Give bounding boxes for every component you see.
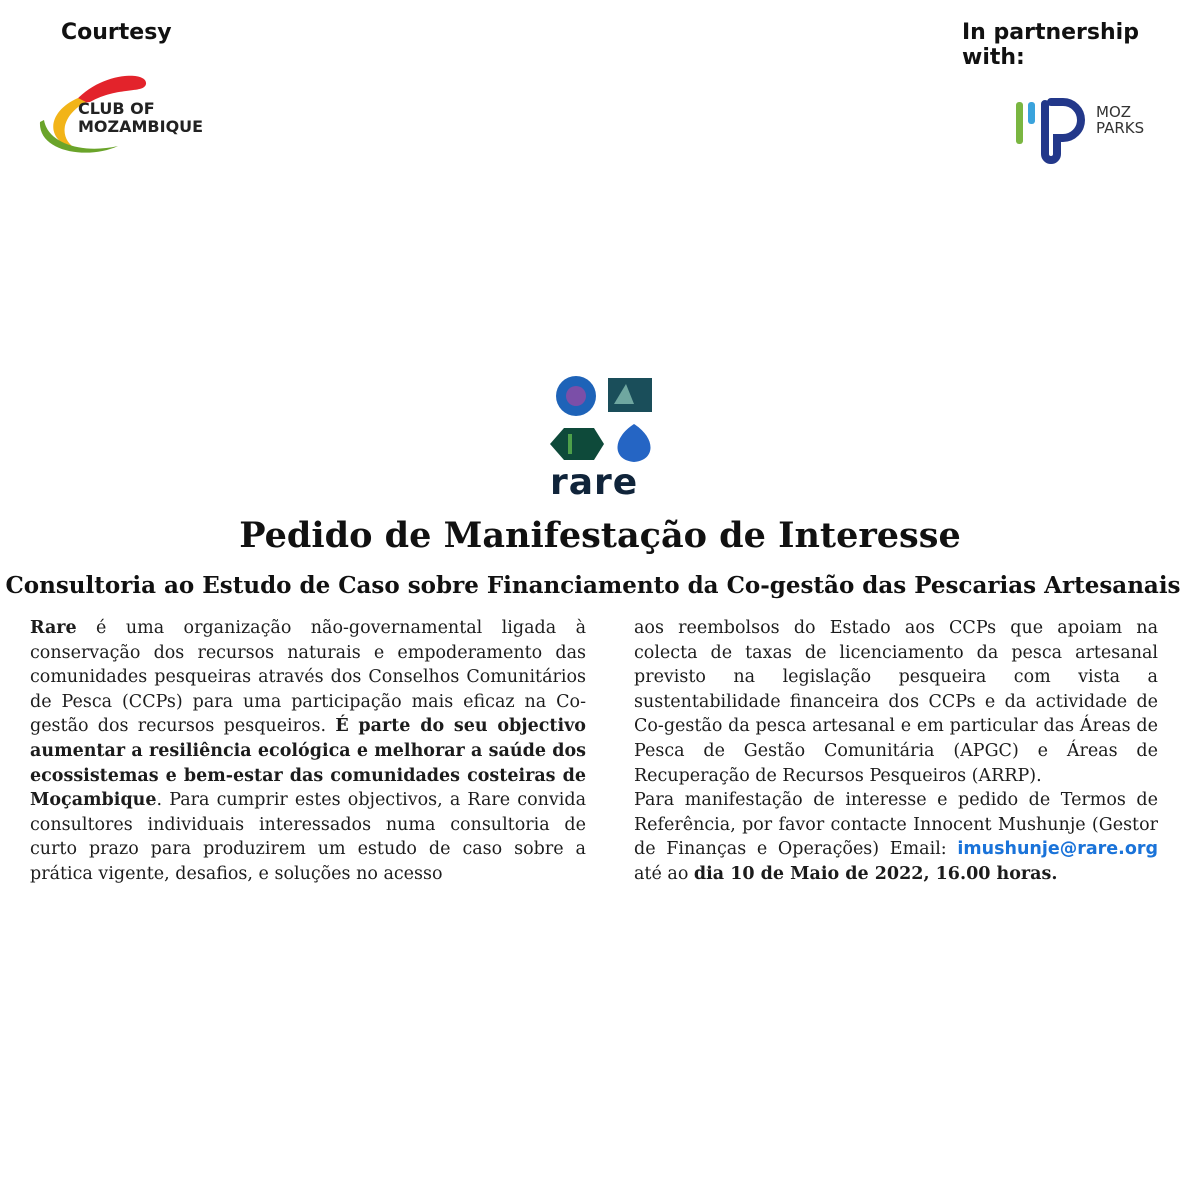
logo-line2: MOZAMBIQUE xyxy=(78,117,204,136)
fish-grid-icon xyxy=(548,374,660,464)
club-of-mozambique-logo xyxy=(38,72,208,158)
logo-line2: PARKS xyxy=(1096,119,1145,137)
rare-wordmark: rare xyxy=(550,462,639,503)
left-column xyxy=(30,616,586,887)
deadline-text: dia 10 de Maio de 2022, 16.00 horas. xyxy=(693,863,1058,884)
logo-line1: MOZ xyxy=(1096,103,1132,121)
document-title: Pedido de Manifestação de Interesse xyxy=(239,515,961,556)
mp-mark-icon xyxy=(1014,98,1094,164)
moz-parks-logo xyxy=(1014,98,1154,164)
document-subtitle: Consultoria ao Estudo de Caso sobre Financiamento da Co-gestão das Pescarias Artesanais xyxy=(5,572,1181,599)
until-text: até ao xyxy=(634,863,694,884)
scope-text: aos reembolsos do Estado aos CCPs que apoiam na colecta de taxas de licenciamento da pesca artesanal previsto na legislação pesqueira com vista a sustentabilidade financeira dos CCPs e da actividade de Co-gestão da pesca artesanal e em particular das Áreas de Pesca de Gestão Comunitária (APGC) e Áreas de Recuperação de Recursos Pesqueiros (ARRP). xyxy=(634,618,1158,786)
rare-logo xyxy=(548,374,660,506)
logo-line1: CLUB OF xyxy=(78,99,155,118)
right-column xyxy=(634,616,1158,887)
intro-text: é uma organização não-governamental ligada à conservação dos recursos naturais e empoderamento das comunidades pesqueiras através dos Conselhos Comunitários de Pesca (CCPs) para uma participação mais eficaz na Co-gestão dos recursos pesqueiros. xyxy=(30,618,586,737)
courtesy-label: Courtesy xyxy=(61,20,172,45)
email-link[interactable]: imushunje@rare.org xyxy=(957,839,1158,860)
contact-text: Para manifestação de interesse e pedido de Termos de Referência, por favor contacte Innocent Mushunje (Gestor de Finanças e Operações) Email: xyxy=(634,790,1158,860)
objective-text: É parte do seu objectivo aumentar a resiliência ecológica e melhorar a saúde dos ecossistemas e bem-estar das comunidades costeiras de Moçambique xyxy=(30,716,586,811)
org-name: Rare xyxy=(30,618,77,638)
partnership-label: In partnership with: xyxy=(962,20,1139,70)
invitation-text: . Para cumprir estes objectivos, a Rare convida consultores individuais interessados numa consultoria de curto prazo para produzirem um estudo de caso sobre a prática vigente, desafios, e soluções no acesso xyxy=(30,790,586,884)
